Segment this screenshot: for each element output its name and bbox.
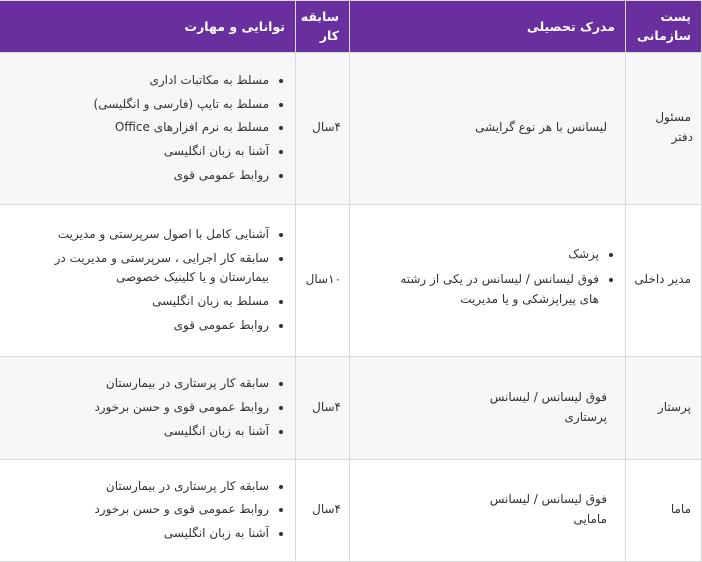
header-title: پست سازمانی (626, 1, 702, 53)
job-title: مدیر داخلی (634, 272, 691, 287)
list-item: • روابط عمومی قوی و حسن برخورد (8, 500, 269, 520)
list-item: • سابقه کار پرستاری در بیمارستان (8, 477, 269, 497)
list-item: • مسلط به مکاتبات اداری (8, 71, 269, 91)
job-title: پرستار (657, 399, 691, 414)
cell-title (626, 459, 702, 561)
cell-title (626, 204, 702, 356)
education-list (358, 245, 617, 310)
cell-skills (0, 204, 296, 356)
list-item: • مسلط به نرم افزارهای Office (8, 118, 269, 138)
education-text: فوق لیسانس / لیسانس مامایی (489, 492, 607, 527)
skills-list (8, 225, 287, 336)
cell-education (350, 459, 626, 561)
list-item: • سابقه کار اجرایی ، سرپرستی و مدیریت در بیمارستان و یا کلینیک خصوصی (8, 249, 269, 289)
header-skills: توانایی و مهارت (0, 1, 296, 53)
job-title: ماما (670, 502, 691, 517)
skills-list (8, 477, 287, 544)
cell-education (350, 356, 626, 459)
table-header-row (0, 1, 702, 53)
cell-skills (0, 459, 296, 561)
cell-experience: ۴سال (296, 52, 350, 204)
cell-title (626, 356, 702, 459)
job-title: مسئول دفتر (655, 110, 693, 145)
education-text: فوق لیسانس / لیسانس پرستاری (489, 389, 607, 424)
cell-skills (0, 52, 296, 204)
table-row (0, 459, 702, 561)
cell-education (350, 204, 626, 356)
skills-list (8, 71, 287, 186)
list-item: • آشنایی کامل با اصول سرپرستی و مدیریت (8, 225, 269, 245)
list-item: • آشنا به زبان انگلیسی (8, 142, 269, 162)
list-item: • مسلط به زبان انگلیسی (8, 292, 269, 312)
list-item: • پزشک (398, 245, 599, 265)
list-item: • آشنا به زبان انگلیسی (8, 422, 269, 442)
table-row (0, 204, 702, 356)
cell-experience: ۱۰سال (296, 204, 350, 356)
table-row (0, 356, 702, 459)
cell-title (626, 52, 702, 204)
list-item: • آشنا به زبان انگلیسی (8, 524, 269, 544)
list-item: • روابط عمومی قوی و حسن برخورد (8, 398, 269, 418)
list-item: • روابط عمومی قوی (8, 316, 269, 336)
cell-experience: ۴سال (296, 356, 350, 459)
cell-education (350, 52, 626, 204)
list-item: • مسلط به تایپ (فارسی و انگلیسی) (8, 95, 269, 115)
skills-list (8, 374, 287, 441)
table-row (0, 52, 702, 204)
cell-experience: ۴سال (296, 459, 350, 561)
header-experience: سابقه کار (296, 1, 350, 53)
list-item: • روابط عمومی قوی (8, 166, 269, 186)
education-text: لیسانس با هر نوع گرایشی (475, 120, 607, 135)
cell-skills (0, 356, 296, 459)
header-education: مدرک تحصیلی (350, 1, 626, 53)
list-item: • فوق لیسانس / لیسانس در یکی از رشته های پیراپزشکی و یا مدیریت (398, 270, 599, 310)
list-item: • سابقه کار پرستاری در بیمارستان (8, 374, 269, 394)
